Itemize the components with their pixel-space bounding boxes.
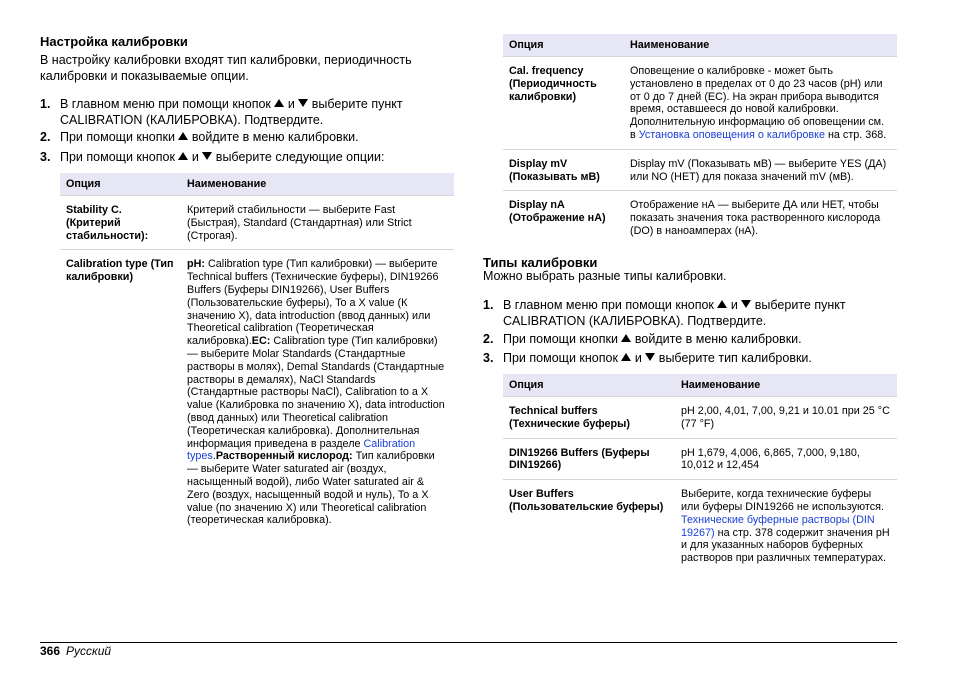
- table-header-option: Опция: [503, 374, 675, 397]
- table-header-option: Опция: [503, 34, 624, 57]
- down-arrow-icon: [741, 300, 751, 308]
- table-row: Cal. frequency (Периодичность калибровки) Оповещение о калибровке - может быть установлено в пределах от 0 до 23 часов (pH) или от 0 до 7 дней (EC). На экран прибора выводится время, оставшееся до новой калибровки. Дополнительную информацию об оповещении см. в Установка оповещения о калибровке на стр. 368.: [503, 57, 897, 150]
- calibration-alert-link[interactable]: Установка оповещения о калибровке: [638, 128, 825, 141]
- table-header-option: Опция: [60, 173, 181, 196]
- down-arrow-icon: [298, 99, 308, 107]
- calibration-types-link[interactable]: Calibration types: [187, 437, 416, 463]
- up-arrow-icon: [717, 300, 727, 308]
- down-arrow-icon: [645, 353, 655, 361]
- table-row: Display nA (Отображение нА) Отображение нА — выберите ДА или НЕТ, чтобы показать значения тока растворенного кислорода (DO) в наноамперах (нА).: [503, 191, 897, 245]
- table-header-name: Наименование: [181, 173, 454, 196]
- footer-language: Русский: [66, 644, 112, 658]
- table-row: User Buffers (Пользовательские буферы) Выберите, когда технические буферы или буферы DIN19266 не используются. Технические буферные растворы (DIN 19267) на стр. 378 содержит значения pH и для указанных наборов буферных растворов при различных температурах.: [503, 480, 897, 572]
- up-arrow-icon: [274, 99, 284, 107]
- technical-buffers-link[interactable]: Технические буферные растворы (DIN 19267): [681, 513, 875, 539]
- up-arrow-icon: [621, 353, 631, 361]
- table-row: Calibration type (Тип калибровки) pH: Calibration type (Тип калибровки) — выберите Technical buffers (Технические буферы), DIN19266 Buffers (Буферы DIN19266), User Buffers (Пользовательские буферы), To a X value (К значению X), data introduction (ввод данных) или Theoretical calibration (Теоретическая калибровка).EC: Calibration type (Тип калибровки) — выберите Molar Standards (Стандартные растворы в молях), Demal Standards (Стандартные растворы в демалях), NaCl Standards (Стандартные растворы NaCl), Calibration to a X value (Калибровка по значению X), data introduction (ввод данных) или Theoretical calibration (Теоретическая калибровка). Дополнительная информация приведена в разделе Calibration types.Растворенный кислород: Тип калибровки — выберите Water saturated air (воздух, насыщенный водой), либо Water saturated air & Zero (воздух, насыщенный водой и нуль), To a X value (по значению X) или Theoretical calibration (теоретическая калибровка).: [60, 250, 454, 534]
- page-number: 366: [40, 644, 61, 658]
- section-heading-calibration-types: Типы калибровки: [483, 255, 598, 270]
- table-row: Display mV (Показывать мВ) Display mV (Показывать мВ) — выберите YES (ДА) или NO (НЕТ) для показа значений mV (мВ).: [503, 149, 897, 191]
- options-table-left: [60, 173, 454, 534]
- up-arrow-icon: [178, 132, 188, 140]
- table-row: DIN19266 Buffers (Буферы DIN19266) pH 1,679, 4,006, 6,865, 7,000, 9,180, 10,012 и 12,454: [503, 438, 897, 480]
- footer-divider: [40, 642, 897, 643]
- table-row: Stability C. (Критерий стабильности): Критерий стабильности — выберите Fast (Быстрая), Standard (Стандартная) или Strict (Строгая).: [60, 196, 454, 250]
- calibration-types-table: [503, 374, 897, 572]
- options-table-right: [503, 34, 897, 245]
- up-arrow-icon: [178, 152, 188, 160]
- types-intro: Можно выбрать разные типы калибровки.: [483, 269, 727, 283]
- page-footer: [40, 644, 111, 658]
- intro-paragraph: В настройку калибровки входят тип калибровки, периодичность калибровки и показываемые опции.: [40, 53, 412, 83]
- table-header-name: Наименование: [624, 34, 897, 57]
- table-row: Technical buffers (Технические буферы) pH 2,00, 4,01, 7,00, 9,21 и 10.01 при 25 °C (77 °F): [503, 397, 897, 439]
- down-arrow-icon: [202, 152, 212, 160]
- table-header-name: Наименование: [675, 374, 897, 397]
- up-arrow-icon: [621, 334, 631, 342]
- section-heading-calibration-setup: Настройка калибровки: [40, 34, 188, 49]
